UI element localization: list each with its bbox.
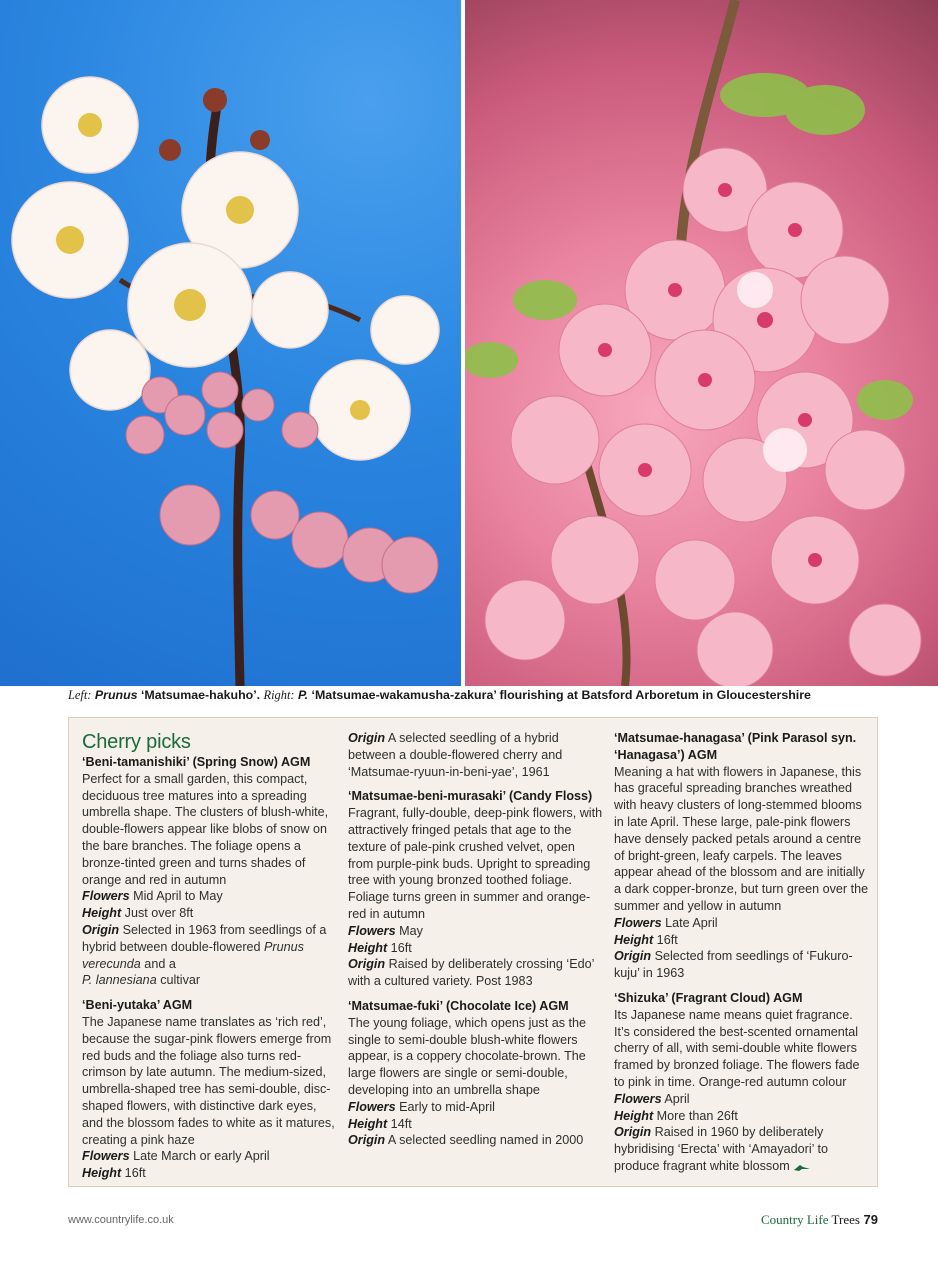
entry-body: Fragrant, fully-double, deep-pink flowers, with attractively fringed petals that age to the texture of pale-pink crushed velvet, open from purple-pink buds. Upright to spreading tree with young bronzed toothed foliage. Foliage turns green in summer and orange-red in autumn <box>348 806 603 921</box>
entry-title: ‘Matsumae-beni-murasaki’ (Candy Floss) <box>348 789 593 804</box>
entry-title: ‘Beni-yutaka’ AGM <box>82 998 193 1013</box>
entry-flowers: Flowers April <box>614 1091 690 1106</box>
photo-left-white-cherry <box>0 0 461 686</box>
footer-magazine-name: Country Life <box>760 1212 829 1227</box>
column-2 <box>348 730 603 1149</box>
entry-height: Height More than 26ft <box>614 1108 738 1123</box>
column-3 <box>614 730 869 1175</box>
entry-height: Height 16ft <box>82 1166 146 1181</box>
entry-origin: Origin Selected from seedlings of ‘Fukuro-kuju’ in 1963 <box>614 949 853 981</box>
entry-body: The Japanese name translates as ‘rich red’, because the sugar-pink flowers emerge from red buds and the foliage also turns red-crimson by late autumn. The medium-sized, umbrella-shaped tree has semi-double, disc-shaped flowers, with distinctive dark eyes, and the blossom fades to white as it matures, creating a pink haze <box>82 1014 335 1147</box>
entry-title: ‘Beni-tamanishiki’ (Spring Snow) AGM <box>82 755 311 769</box>
entry-flowers: Flowers Late April <box>614 915 718 930</box>
box-title: Cherry picks <box>82 731 191 753</box>
caption-left-genus: Prunus <box>94 688 138 702</box>
entry-body: Its Japanese name means quiet fragrance. It’s considered the best-scented ornamental cherry of all, with semi-double white flowers framed by bronzed foliage. The flowers fade to pink in time. Orange-red autumn colour <box>614 1007 860 1089</box>
photo-right-pink-cherry <box>465 0 938 686</box>
footer-brand <box>740 1212 878 1228</box>
cherry-blossom-white-photo-icon <box>0 0 461 686</box>
entry-origin: Origin A selected seedling named in 2000 <box>348 1133 584 1148</box>
footer-url[interactable]: www.countrylife.co.uk <box>68 1214 174 1226</box>
cherry-picks-box <box>68 717 878 1187</box>
entry-origin: Origin A selected seedling of a hybrid between a double-flowered cherry and ‘Matsumae-ryuun-in-beni-yae’, 1961 <box>348 731 563 779</box>
entry-title: ‘Shizuka’ (Fragrant Cloud) AGM <box>614 990 803 1005</box>
entry-title: ‘Matsumae-hanagasa’ (Pink Parasol syn. ‘Hanagasa’) AGM <box>614 731 857 762</box>
entry-height: Height 14ft <box>348 1116 412 1131</box>
entry-title: ‘Matsumae-fuki’ (Chocolate Ice) AGM <box>348 998 569 1013</box>
caption-left-name: ‘Matsumae-hakuho’. <box>137 688 264 702</box>
cherry-blossom-pink-photo-icon <box>465 0 938 686</box>
page-number: 79 <box>859 1212 878 1227</box>
caption-right-label: Right: <box>263 688 295 702</box>
entry-body: The young foliage, which opens just as the single to semi-double blush-white flowers appear, is a coppery chocolate-brown. The large flowers are single or semi-double, developing into an umbrella shape <box>348 1015 587 1097</box>
entry-flowers: Flowers May <box>348 923 423 938</box>
footer-section: Trees <box>828 1212 860 1227</box>
entry-origin: Origin Selected in 1963 from seedlings of a hybrid between double-flowered Prunus verecunda and a P. lannesiana cultivar <box>82 922 327 988</box>
caption-right-genus: P. <box>294 688 309 702</box>
entry-origin: Origin Raised by deliberately crossing ‘Edo’ with a cultured variety. Post 1983 <box>348 957 594 989</box>
entry-height: Height 16ft <box>348 940 412 955</box>
photo-caption <box>68 687 938 703</box>
entry-flowers: Flowers Late March or early April <box>82 1149 270 1164</box>
pheasant-end-mark-icon <box>793 1162 811 1172</box>
caption-left-label: Left: <box>68 688 92 702</box>
entry-flowers: Flowers Mid April to May <box>82 889 223 904</box>
entry-body: Meaning a hat with flowers in Japanese, this has graceful spreading branches wreathed with heavy clusters of long-stemmed blooms in late April. These large, pale-pink flowers have densely packed petals around a centre of bright-green, leafy carpels. The leaves appear ahead of the blossom and are initially a dark copper-bronze, but turn green over the summer and yellow in autumn <box>614 764 869 913</box>
entry-origin: Origin Raised in 1960 by deliberately hybridising ‘Erecta’ with ‘Amayadori’ to produce fragrant white blossom <box>614 1125 828 1173</box>
entry-height: Height 16ft <box>614 932 678 947</box>
entry-flowers: Flowers Early to mid-April <box>348 1099 495 1114</box>
entry-height: Height Just over 8ft <box>82 906 194 921</box>
caption-right-name: ‘Matsumae-wakamusha-zakura’ flourishing at Batsford Arboretum in Gloucestershire <box>308 688 811 702</box>
column-1 <box>82 730 337 1182</box>
entry-body: Perfect for a small garden, this compact, deciduous tree matures into a spreading umbrella shape. The clusters of blush-white, double-flowers appear like blobs of snow on the bare branches. The foliage opens a bronze-tinted green and turns shades of orange and red in autumn <box>82 771 329 887</box>
